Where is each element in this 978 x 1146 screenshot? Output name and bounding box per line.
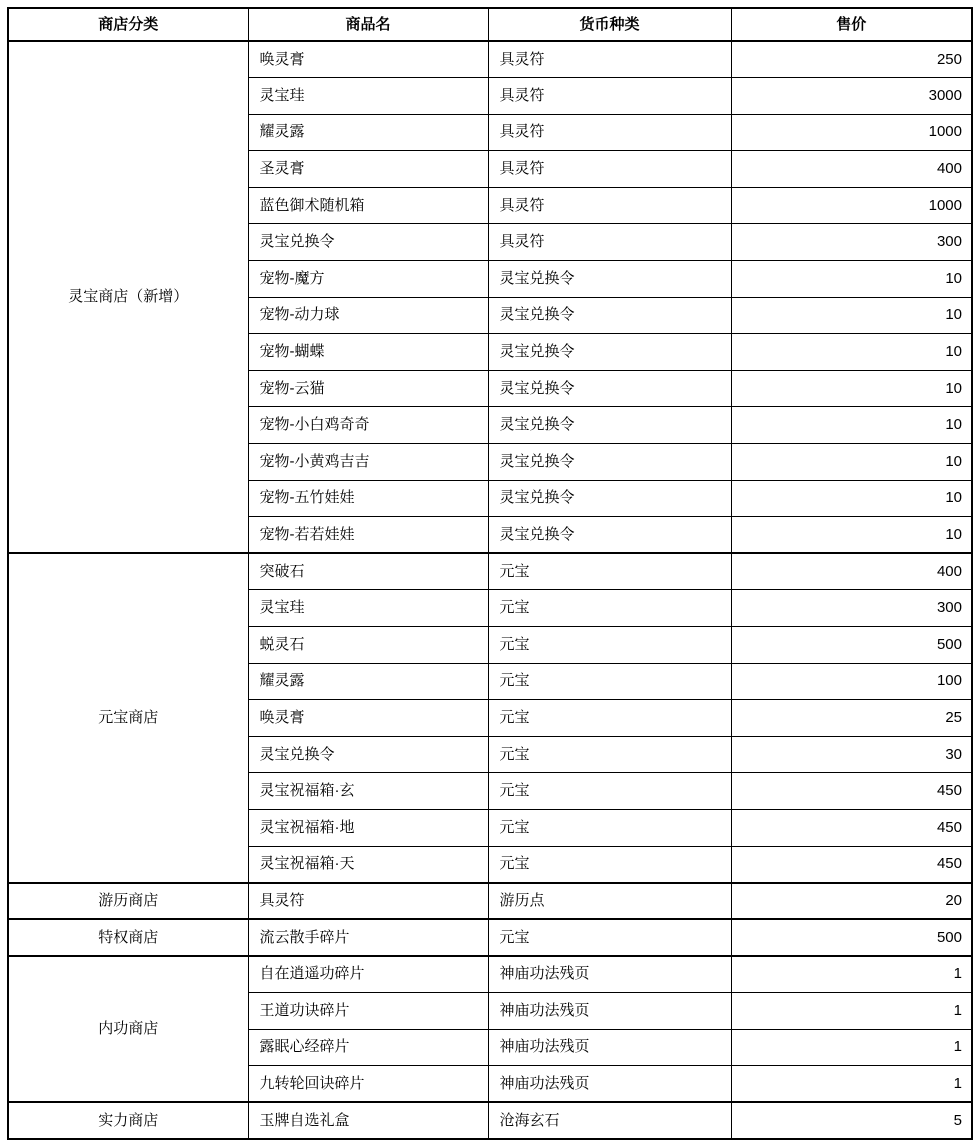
item-name-cell: 宠物-若若娃娃 xyxy=(248,517,488,554)
item-name-cell: 宠物-小黄鸡吉吉 xyxy=(248,444,488,481)
item-name-cell: 唤灵膏 xyxy=(248,700,488,737)
price-cell: 1000 xyxy=(731,114,972,151)
currency-cell: 元宝 xyxy=(488,773,731,810)
table-row xyxy=(8,956,972,993)
currency-cell: 元宝 xyxy=(488,846,731,883)
item-name-cell: 灵宝祝福箱·玄 xyxy=(248,773,488,810)
price-cell: 500 xyxy=(731,627,972,664)
shop-price-table xyxy=(7,7,973,1140)
price-cell: 300 xyxy=(731,590,972,627)
item-name-cell: 宠物-小白鸡奇奇 xyxy=(248,407,488,444)
price-cell: 10 xyxy=(731,407,972,444)
price-cell: 20 xyxy=(731,883,972,920)
price-cell: 1 xyxy=(731,1066,972,1103)
item-name-cell: 露眠心经碎片 xyxy=(248,1029,488,1066)
currency-cell: 元宝 xyxy=(488,663,731,700)
item-name-cell: 灵宝祝福箱·天 xyxy=(248,846,488,883)
currency-cell: 具灵符 xyxy=(488,78,731,115)
price-cell: 10 xyxy=(731,297,972,334)
item-name-cell: 耀灵露 xyxy=(248,663,488,700)
column-header-shop-category: 商店分类 xyxy=(8,8,248,41)
currency-cell: 具灵符 xyxy=(488,41,731,78)
price-cell: 1 xyxy=(731,956,972,993)
price-cell: 450 xyxy=(731,846,972,883)
item-name-cell: 唤灵膏 xyxy=(248,41,488,78)
item-name-cell: 流云散手碎片 xyxy=(248,919,488,956)
item-name-cell: 灵宝珪 xyxy=(248,590,488,627)
item-name-cell: 宠物-五竹娃娃 xyxy=(248,480,488,517)
price-cell: 500 xyxy=(731,919,972,956)
price-cell: 10 xyxy=(731,480,972,517)
price-cell: 10 xyxy=(731,261,972,298)
table-header xyxy=(8,8,972,41)
currency-cell: 具灵符 xyxy=(488,114,731,151)
price-cell: 250 xyxy=(731,41,972,78)
category-cell: 灵宝商店（新增） xyxy=(8,41,248,553)
currency-cell: 具灵符 xyxy=(488,151,731,188)
currency-cell: 神庙功法残页 xyxy=(488,992,731,1029)
currency-cell: 元宝 xyxy=(488,700,731,737)
currency-cell: 具灵符 xyxy=(488,224,731,261)
table-body xyxy=(8,41,972,1139)
price-cell: 450 xyxy=(731,773,972,810)
table-row xyxy=(8,883,972,920)
currency-cell: 灵宝兑换令 xyxy=(488,261,731,298)
price-cell: 10 xyxy=(731,444,972,481)
price-cell: 1 xyxy=(731,992,972,1029)
price-cell: 1000 xyxy=(731,187,972,224)
item-name-cell: 王道功诀碎片 xyxy=(248,992,488,1029)
item-name-cell: 宠物-蝴蝶 xyxy=(248,334,488,371)
price-cell: 5 xyxy=(731,1102,972,1139)
price-cell: 400 xyxy=(731,151,972,188)
price-cell: 450 xyxy=(731,809,972,846)
item-name-cell: 自在逍遥功碎片 xyxy=(248,956,488,993)
currency-cell: 神庙功法残页 xyxy=(488,1029,731,1066)
header-row xyxy=(8,8,972,41)
currency-cell: 元宝 xyxy=(488,809,731,846)
price-cell: 30 xyxy=(731,736,972,773)
price-cell: 400 xyxy=(731,553,972,590)
currency-cell: 灵宝兑换令 xyxy=(488,407,731,444)
currency-cell: 神庙功法残页 xyxy=(488,956,731,993)
price-cell: 1 xyxy=(731,1029,972,1066)
table-row xyxy=(8,1102,972,1139)
column-header-price: 售价 xyxy=(731,8,972,41)
item-name-cell: 灵宝珪 xyxy=(248,78,488,115)
item-name-cell: 玉牌自选礼盒 xyxy=(248,1102,488,1139)
item-name-cell: 灵宝祝福箱·地 xyxy=(248,809,488,846)
item-name-cell: 宠物-动力球 xyxy=(248,297,488,334)
currency-cell: 神庙功法残页 xyxy=(488,1066,731,1103)
price-cell: 25 xyxy=(731,700,972,737)
currency-cell: 游历点 xyxy=(488,883,731,920)
currency-cell: 元宝 xyxy=(488,590,731,627)
category-cell: 游历商店 xyxy=(8,883,248,920)
category-cell: 元宝商店 xyxy=(8,553,248,882)
currency-cell: 灵宝兑换令 xyxy=(488,480,731,517)
item-name-cell: 耀灵露 xyxy=(248,114,488,151)
item-name-cell: 具灵符 xyxy=(248,883,488,920)
currency-cell: 元宝 xyxy=(488,553,731,590)
currency-cell: 元宝 xyxy=(488,919,731,956)
currency-cell: 灵宝兑换令 xyxy=(488,444,731,481)
column-header-currency-type: 货币种类 xyxy=(488,8,731,41)
currency-cell: 灵宝兑换令 xyxy=(488,517,731,554)
currency-cell: 具灵符 xyxy=(488,187,731,224)
category-cell: 内功商店 xyxy=(8,956,248,1102)
item-name-cell: 蜕灵石 xyxy=(248,627,488,664)
currency-cell: 沧海玄石 xyxy=(488,1102,731,1139)
currency-cell: 元宝 xyxy=(488,627,731,664)
item-name-cell: 宠物-云猫 xyxy=(248,370,488,407)
item-name-cell: 圣灵膏 xyxy=(248,151,488,188)
table-row xyxy=(8,553,972,590)
currency-cell: 灵宝兑换令 xyxy=(488,334,731,371)
price-cell: 10 xyxy=(731,370,972,407)
item-name-cell: 突破石 xyxy=(248,553,488,590)
price-cell: 10 xyxy=(731,517,972,554)
price-cell: 3000 xyxy=(731,78,972,115)
item-name-cell: 灵宝兑换令 xyxy=(248,736,488,773)
currency-cell: 灵宝兑换令 xyxy=(488,370,731,407)
item-name-cell: 灵宝兑换令 xyxy=(248,224,488,261)
currency-cell: 灵宝兑换令 xyxy=(488,297,731,334)
table-row xyxy=(8,919,972,956)
table-row xyxy=(8,41,972,78)
category-cell: 特权商店 xyxy=(8,919,248,956)
column-header-item-name: 商品名 xyxy=(248,8,488,41)
price-cell: 300 xyxy=(731,224,972,261)
item-name-cell: 蓝色御术随机箱 xyxy=(248,187,488,224)
price-cell: 10 xyxy=(731,334,972,371)
price-cell: 100 xyxy=(731,663,972,700)
item-name-cell: 宠物-魔方 xyxy=(248,261,488,298)
category-cell: 实力商店 xyxy=(8,1102,248,1139)
currency-cell: 元宝 xyxy=(488,736,731,773)
item-name-cell: 九转轮回诀碎片 xyxy=(248,1066,488,1103)
